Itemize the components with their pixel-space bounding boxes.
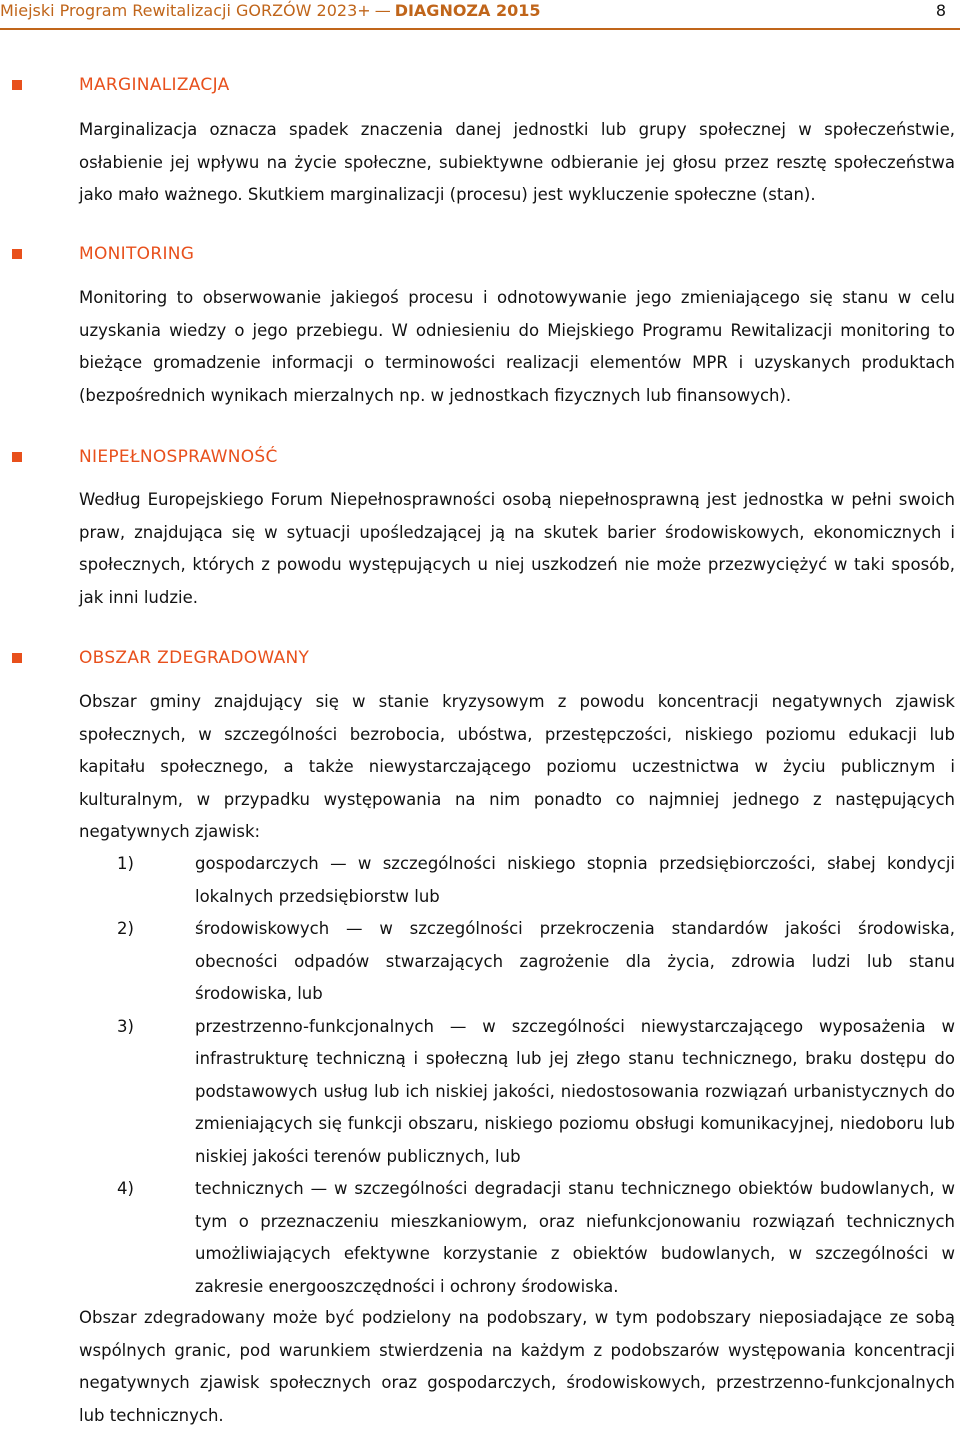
list-number: 4): [117, 1179, 134, 1198]
section-paragraph: Monitoring to obserwowanie jakiegoś procesu i odnotowywanie jego zmieniającego się stanu w celu uzyskania wiedzy o jego przebiegu. W odniesieniu do Miejskiego Programu Rewitalizacji monitoring to bieżące gromadzenie informacji o terminowości realizacji elementów MPR i uzyskanych produktach (bezpośrednich wynikach mierzalnych np. w jednostkach fizycznych lub finansowych).: [79, 288, 955, 405]
header-section-title: DIAGNOZA 2015: [394, 1, 541, 20]
list-item-text: technicznych — w szczególności degradacji stanu technicznego obiektów budowlanych, w tym o przeznaczeniu mieszkaniowym, oraz niefunkcjonowaniu rozwiązań technicznych umożliwiających efektywne korzystanie z obiektów budowlanych, w szczególności w zakresie energooszczędności i ochrony środowiska.: [195, 1179, 955, 1296]
section-heading: MONITORING: [79, 244, 195, 264]
list-item: [79, 1011, 955, 1174]
list-item-text: gospodarczych — w szczególności niskiego stopnia przedsiębiorczości, słabej kondycji lokalnych przedsiębiorstw lub: [195, 854, 955, 906]
header-program-title: Miejski Program Rewitalizacji GORZÓW 2023+: [0, 1, 371, 20]
running-header: [0, 0, 541, 22]
page-number: 8: [935, 1, 946, 20]
list-item: [79, 1173, 955, 1303]
square-bullet-icon: [12, 653, 22, 663]
section-paragraph: Według Europejskiego Forum Niepełnosprawności osobą niepełnosprawną jest jednostka w pełni swoich praw, znajdująca się w sytuacji upośledzającej ją na skutek barier środowiskowych, ekonomicznych i społecznych, których z powodu występujących u niej uszkodzeń nie może przezwyciężyć w taki sposób, jak inni ludzie.: [79, 490, 955, 607]
phenomena-list: [79, 848, 955, 1303]
square-bullet-icon: [12, 249, 22, 259]
section-paragraph: Marginalizacja oznacza spadek znaczenia danej jednostki lub grupy społecznej w społeczeństwie, osłabienie jej wpływu na życie społeczne, subiektywne odbieranie jej głosu przez resztę społeczeństwa jako mało ważnego. Skutkiem marginalizacji (procesu) jest wykluczenie społeczne (stan).: [79, 120, 955, 204]
list-item-text: przestrzenno-funkcjonalnych — w szczególności niewystarczającego wyposażenia w infrastrukturę techniczną i społeczną lub jej złego stanu technicznego, braku dostępu do podstawowych usług lub ich niskiej jakości, niedostosowania rozwiązań urbanistycznych do zmieniających się funkcji obszaru, niskiego poziomu obsługi komunikacyjnej, niedoboru lub niskiej jakości terenów publicznych, lub: [195, 1016, 955, 1166]
section-heading: MARGINALIZACJA: [79, 75, 230, 95]
section-paragraph: Obszar gminy znajdujący się w stanie kryzysowym z powodu koncentracji negatywnych zjawisk społecznych, w szczególności bezrobocia, ubóstwa, przestępczości, niskiego poziomu edukacji lub kapitału społecznego, a także niewystarczającego poziomu uczestnictwa w życiu publicznym i kulturalnym, w przypadku występowania na nim ponadto co najmniej jednego z następujących negatywnych zjawisk:: [79, 692, 955, 841]
header-rule: [0, 28, 960, 30]
section-heading: NIEPEŁNOSPRAWNOŚĆ: [79, 447, 278, 467]
list-number: 3): [117, 1016, 134, 1036]
section-heading: OBSZAR ZDEGRADOWANY: [79, 648, 310, 668]
closing-paragraph: Obszar zdegradowany może być podzielony na podobszary, w tym podobszary nieposiadające ze sobą wspólnych granic, pod warunkiem stwierdzenia na każdym z podobszarów występowania koncentracji negatywnych zjawisk społecznych oraz gospodarczych, środowiskowych, przestrzenno-funkcjonalnych lub technicznych.: [79, 1308, 955, 1425]
list-item: [79, 913, 955, 1011]
list-item: [79, 848, 955, 913]
square-bullet-icon: [12, 80, 22, 90]
list-number: 1): [117, 854, 134, 873]
list-item-text: środowiskowych — w szczególności przekroczenia standardów jakości środowiska, obecności odpadów stwarzających zagrożenie dla życia, zdrowia ludzi lub stanu środowiska, lub: [195, 919, 955, 1003]
header-dash: —: [374, 1, 391, 20]
page-header: [0, 0, 960, 30]
list-number: 2): [117, 919, 134, 938]
square-bullet-icon: [12, 452, 22, 462]
